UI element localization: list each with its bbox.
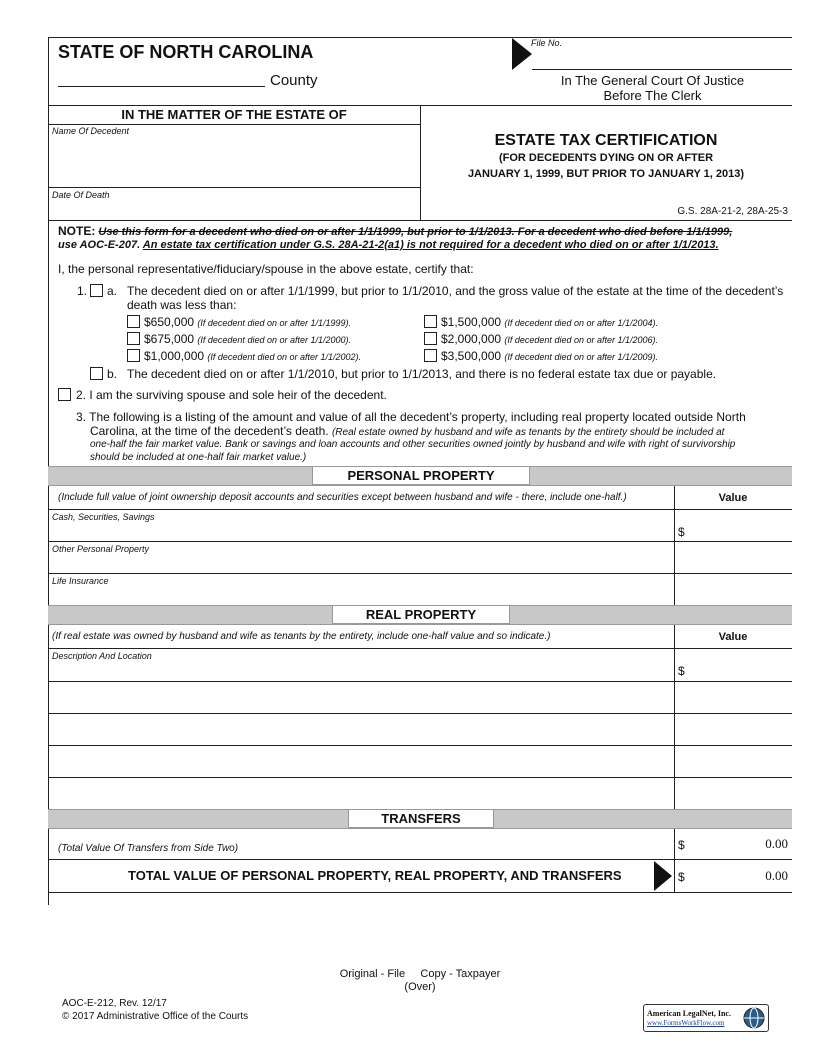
item1a-text-2: death was less than:: [127, 298, 237, 312]
estate-matter-title: IN THE MATTER OF THE ESTATE OF: [121, 107, 347, 122]
option-checkbox-2m[interactable]: [424, 332, 437, 345]
option-amount: $2,000,000: [441, 332, 502, 346]
total-arrow-icon: [654, 861, 672, 891]
note-aoc-ref: use AOC-E-207.: [58, 239, 141, 251]
item3-line-1: 3. The following is a listing of the amount and value of all the decedent’s property, including real property located outside North: [76, 410, 746, 424]
distribution-note: Original - File Copy - Taxpayer: [339, 968, 501, 980]
real-currency: $: [678, 664, 685, 678]
court-line-2: Before The Clerk: [603, 88, 702, 103]
item1b-text: The decedent died on or after 1/1/2010, but prior to 1/1/2013, and there is no federal estate tax due or payable.: [127, 367, 717, 381]
life-insurance-field[interactable]: [52, 587, 670, 604]
transfers-currency: $: [678, 838, 685, 852]
real-property-title: REAL PROPERTY: [332, 605, 510, 624]
real-value-header: Value: [718, 631, 748, 643]
option-row: [127, 315, 351, 329]
life-insurance-value-field[interactable]: [690, 587, 788, 604]
personal-property-instruction: (Include full value of joint ownership deposit accounts and securities except between husband and wife - there, include one-half.): [58, 492, 627, 503]
over-note: (Over): [404, 981, 436, 993]
copyright: © 2017 Administrative Office of the Courts: [62, 1011, 249, 1022]
item3-line-2b: (Real estate owned by husband and wife as tenants by the entirety should be included at: [331, 427, 725, 438]
cash-securities-field[interactable]: [52, 523, 670, 540]
option-note: (If decedent died on or after 1/1/2009).: [504, 352, 659, 362]
real-value-field[interactable]: [690, 662, 788, 679]
real-property-row-1-field[interactable]: [52, 662, 670, 679]
option-checkbox-1m[interactable]: [127, 349, 140, 362]
transfers-amount[interactable]: 0.00: [765, 836, 788, 851]
form-title: ESTATE TAX CERTIFICATION: [494, 132, 718, 149]
file-no-field[interactable]: [540, 48, 790, 68]
option-row: [424, 315, 658, 329]
other-personal-field[interactable]: [52, 555, 670, 572]
cash-currency: $: [678, 525, 685, 539]
item3-line-2a: Carolina, at the time of the decedent’s death.: [90, 424, 329, 438]
option-row: [127, 349, 361, 363]
total-amount[interactable]: 0.00: [765, 868, 788, 883]
state-title: STATE OF NORTH CAROLINA: [58, 42, 314, 62]
other-personal-label: Other Personal Property: [52, 544, 150, 554]
county-label: County: [270, 72, 318, 89]
option-amount: $1,000,000: [144, 349, 205, 363]
court-line-1: In The General Court Of Justice: [560, 73, 745, 88]
description-location-label: Description And Location: [52, 651, 152, 661]
legalnet-logo[interactable]: [643, 1004, 769, 1032]
transfers-label: (Total Value Of Transfers from Side Two): [58, 843, 239, 854]
item1b-letter: b.: [107, 367, 118, 381]
decedent-name-field[interactable]: [52, 138, 416, 184]
globe-icon: [743, 1007, 765, 1029]
file-no-label: File No.: [531, 38, 563, 48]
real-property-row-2-field[interactable]: [52, 684, 670, 710]
real-property-row-5-field[interactable]: [52, 780, 670, 806]
date-of-death-field[interactable]: [52, 201, 416, 217]
life-insurance-label: Life Insurance: [52, 576, 109, 586]
transfers-title: TRANSFERS: [348, 809, 494, 828]
option-note: (If decedent died on or after 1/1/2002).: [207, 352, 362, 362]
real-property-instruction: (If real estate was owned by husband and wife as tenants by the entirety, include one-half value and so indicate.): [52, 631, 551, 642]
item1a-text-1: The decedent died on or after 1/1/1999, but prior to 1/1/2010, and the gross value of the estate at the time of the decedent’s: [127, 284, 784, 298]
note-label: NOTE:: [58, 224, 96, 238]
option-row: [424, 349, 658, 363]
note-underlined: An estate tax certification under G.S. 28A-21-2(a1) is not required for a decedent who died on or after 1/1/2013.: [142, 239, 719, 251]
item1b-checkbox[interactable]: [90, 367, 103, 380]
total-currency: $: [678, 870, 685, 884]
form-subtitle-1: (FOR DECEDENTS DYING ON OR AFTER: [498, 152, 714, 164]
county-field[interactable]: [58, 86, 265, 87]
option-checkbox-3-5m[interactable]: [424, 349, 437, 362]
item3-line-4: should be included at one-half fair market value.): [90, 452, 307, 463]
total-label: TOTAL VALUE OF PERSONAL PROPERTY, REAL PROPERTY, AND TRANSFERS: [128, 868, 622, 883]
option-amount: $3,500,000: [441, 349, 502, 363]
decedent-name-label: Name Of Decedent: [52, 126, 130, 136]
real-property-row-4-field[interactable]: [52, 748, 670, 774]
option-note: (If decedent died on or after 1/1/2000).: [197, 335, 352, 345]
option-note: (If decedent died on or after 1/1/2004).: [504, 318, 659, 328]
option-amount: $675,000: [144, 332, 195, 346]
option-note: (If decedent died on or after 1/1/2006).: [504, 335, 659, 345]
item1a-checkbox[interactable]: [90, 284, 103, 297]
option-amount: $650,000: [144, 315, 195, 329]
note-line-1: [58, 224, 788, 238]
cash-securities-label: Cash, Securities, Savings: [52, 512, 155, 522]
item3-line-3: one-half the fair market value. Bank or savings and loan accounts and other securities owned jointly by husband and wife with right of survivorship: [90, 439, 736, 450]
personal-property-title: PERSONAL PROPERTY: [312, 466, 530, 485]
statute-ref: G.S. 28A-21-2, 28A-25-3: [677, 206, 788, 217]
item3-line-2: [90, 424, 724, 438]
personal-value-header: Value: [718, 492, 748, 504]
cash-value-field[interactable]: [690, 523, 788, 540]
item1-number: 1.: [77, 284, 88, 298]
item2-checkbox[interactable]: [58, 388, 71, 401]
other-personal-value-field[interactable]: [690, 555, 788, 572]
logo-company: American LegalNet, Inc.: [647, 1009, 731, 1018]
option-checkbox-650k[interactable]: [127, 315, 140, 328]
option-amount: $1,500,000: [441, 315, 502, 329]
file-no-arrow-icon: [512, 38, 532, 70]
option-row: [127, 332, 351, 346]
option-note: (If decedent died on or after 1/1/1999).: [197, 318, 352, 328]
form-id: AOC-E-212, Rev. 12/17: [62, 998, 167, 1009]
date-of-death-label: Date Of Death: [52, 190, 110, 200]
logo-url: www.FormsWorkFlow.com: [647, 1019, 725, 1027]
form-subtitle-2: JANUARY 1, 1999, BUT PRIOR TO JANUARY 1, 2013): [467, 168, 745, 180]
option-checkbox-1-5m[interactable]: [424, 315, 437, 328]
item1a-letter: a.: [107, 284, 118, 298]
item2-text: 2. I am the surviving spouse and sole heir of the decedent.: [76, 388, 387, 402]
real-property-row-3-field[interactable]: [52, 716, 670, 742]
note-line-2: [58, 239, 788, 251]
option-checkbox-675k[interactable]: [127, 332, 140, 345]
note-struck-text: Use this form for a decedent who died on or after 1/1/1999, but prior to 1/1/2013. For a decedent who died before 1/1/1999,: [98, 226, 733, 238]
option-row: [424, 332, 658, 346]
certify-intro: I, the personal representative/fiduciary/spouse in the above estate, certify that:: [58, 262, 474, 276]
